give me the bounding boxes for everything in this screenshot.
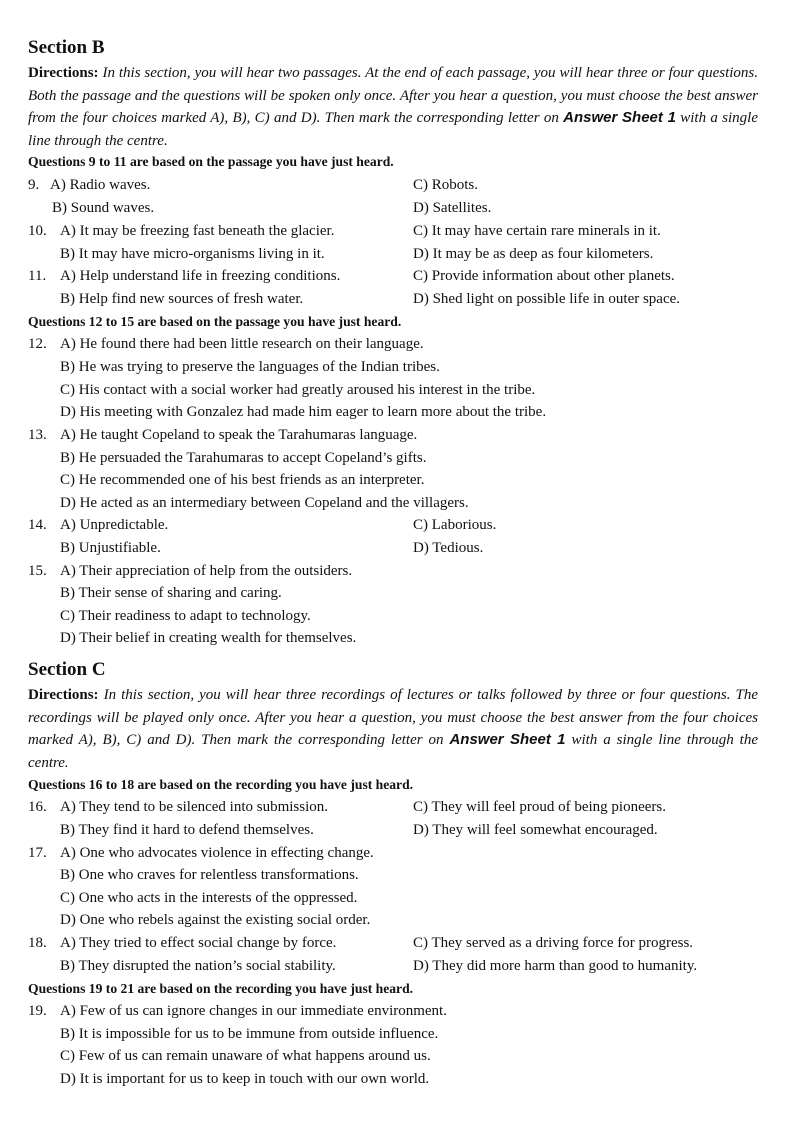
question-number: 15. bbox=[28, 563, 47, 579]
question-number: 10. bbox=[28, 223, 47, 239]
option-a: A) He taught Copeland to speak the Tarahumaras language. bbox=[60, 427, 418, 443]
option-a: A) Their appreciation of help from the outsiders. bbox=[60, 563, 353, 579]
option-b: B) It may have micro-organisms living in it. bbox=[60, 246, 325, 262]
question-number: 11. bbox=[28, 268, 47, 284]
option-d: D) One who rebels against the existing social order. bbox=[60, 912, 371, 928]
option-b: B) Help find new sources of fresh water. bbox=[60, 291, 304, 307]
option-d: D) His meeting with Gonzalez had made him eager to learn more about the tribe. bbox=[60, 404, 547, 420]
option-c: C) Few of us can remain unaware of what happens around us. bbox=[60, 1048, 431, 1064]
option-d: D) Satellites. bbox=[413, 200, 492, 216]
directions-text-end: with a single line through the centre. bbox=[28, 732, 758, 771]
option-c: C) One who acts in the interests of the oppressed. bbox=[60, 890, 358, 906]
option-d: D) It may be as deep as four kilometers. bbox=[413, 246, 654, 262]
option-c: C) It may have certain rare minerals in it. bbox=[413, 223, 661, 239]
option-d: D) Shed light on possible life in outer space. bbox=[413, 291, 681, 307]
option-c: C) His contact with a social worker had greatly aroused his interest in the tribe. bbox=[60, 382, 536, 398]
option-a: A) It may be freezing fast beneath the glacier. bbox=[60, 223, 335, 239]
question-group-header: Questions 9 to 11 are based on the passage you have just heard. bbox=[28, 154, 394, 169]
option-b: B) Unjustifiable. bbox=[60, 540, 161, 556]
option-c: C) They will feel proud of being pioneers. bbox=[413, 799, 666, 815]
section-b-title: Section B bbox=[28, 37, 105, 58]
option-a: A) Radio waves. bbox=[50, 177, 151, 193]
question-number: 16. bbox=[28, 799, 47, 815]
question-group-header: Questions 16 to 18 are based on the recording you have just heard. bbox=[28, 777, 414, 792]
option-a: A) They tried to effect social change by force. bbox=[60, 935, 337, 951]
section-c-title: Section C bbox=[28, 659, 106, 680]
section-b-directions bbox=[28, 62, 758, 152]
option-d: D) He acted as an intermediary between Copeland and the villagers. bbox=[60, 495, 469, 511]
option-d: D) They did more harm than good to humanity. bbox=[413, 958, 698, 974]
option-b: B) Sound waves. bbox=[52, 200, 155, 216]
question-number: 17. bbox=[28, 845, 47, 861]
question-number: 13. bbox=[28, 427, 47, 443]
option-d: D) Tedious. bbox=[413, 540, 484, 556]
option-d: D) Their belief in creating wealth for themselves. bbox=[60, 630, 357, 646]
directions-text: In this section, you will hear three recordings of lectures or talks followed by three or four questions. The recordings will be played only once. After you hear a question, you must choose the best answer from the four choices marked A), B), C) and D). Then mark the corresponding letter on bbox=[28, 687, 759, 749]
option-b: B) He was trying to preserve the languages of the Indian tribes. bbox=[60, 359, 440, 375]
option-b: B) He persuaded the Tarahumaras to accept Copeland’s gifts. bbox=[60, 450, 427, 466]
option-b: B) They disrupted the nation’s social stability. bbox=[60, 958, 336, 974]
option-a: A) Help understand life in freezing conditions. bbox=[60, 268, 341, 284]
answer-sheet-label: Answer Sheet 1 bbox=[449, 731, 566, 749]
option-d: D) It is important for us to keep in touch with our own world. bbox=[60, 1071, 430, 1087]
option-b: B) One who craves for relentless transformations. bbox=[60, 867, 359, 883]
option-d: D) They will feel somewhat encouraged. bbox=[413, 822, 658, 838]
option-c: C) Robots. bbox=[413, 177, 479, 193]
option-b: B) Their sense of sharing and caring. bbox=[60, 585, 282, 601]
directions-lead: Directions: bbox=[28, 687, 99, 703]
question-number: 18. bbox=[28, 935, 47, 951]
answer-sheet-label: Answer Sheet 1 bbox=[563, 109, 676, 127]
question-group-header: Questions 19 to 21 are based on the recording you have just heard. bbox=[28, 981, 414, 996]
option-c: C) They served as a driving force for progress. bbox=[413, 935, 694, 951]
option-c: C) Laborious. bbox=[413, 517, 497, 533]
option-a: A) One who advocates violence in effecting change. bbox=[60, 845, 374, 861]
option-c: C) Provide information about other planets. bbox=[413, 268, 675, 284]
question-group-header: Questions 12 to 15 are based on the passage you have just heard. bbox=[28, 314, 402, 329]
directions-text-end: with a single line through the centre. bbox=[28, 110, 758, 149]
question-number: 14. bbox=[28, 517, 47, 533]
directions-text: In this section, you will hear two passages. At the end of each passage, you will hear three or four questions. Both the passage and the questions will be spoken only once. After you hear a question, you must choose the best answer from the four choices marked A), B), C) and D). Then mark the corresponding letter on bbox=[28, 65, 758, 127]
section-c-directions bbox=[28, 684, 758, 774]
question-number: 19. bbox=[28, 1003, 47, 1019]
option-c: C) Their readiness to adapt to technology. bbox=[60, 608, 311, 624]
option-a: A) Few of us can ignore changes in our immediate environment. bbox=[60, 1003, 447, 1019]
question-number: 12. bbox=[28, 336, 47, 352]
option-a: A) They tend to be silenced into submission. bbox=[60, 799, 329, 815]
question-number: 9. bbox=[28, 177, 40, 193]
option-a: A) He found there had been little research on their language. bbox=[60, 336, 424, 352]
option-c: C) He recommended one of his best friends as an interpreter. bbox=[60, 472, 425, 488]
directions-lead: Directions: bbox=[28, 65, 99, 81]
option-b: B) It is impossible for us to be immune from outside influence. bbox=[60, 1026, 439, 1042]
option-a: A) Unpredictable. bbox=[60, 517, 169, 533]
option-b: B) They find it hard to defend themselves. bbox=[60, 822, 314, 838]
